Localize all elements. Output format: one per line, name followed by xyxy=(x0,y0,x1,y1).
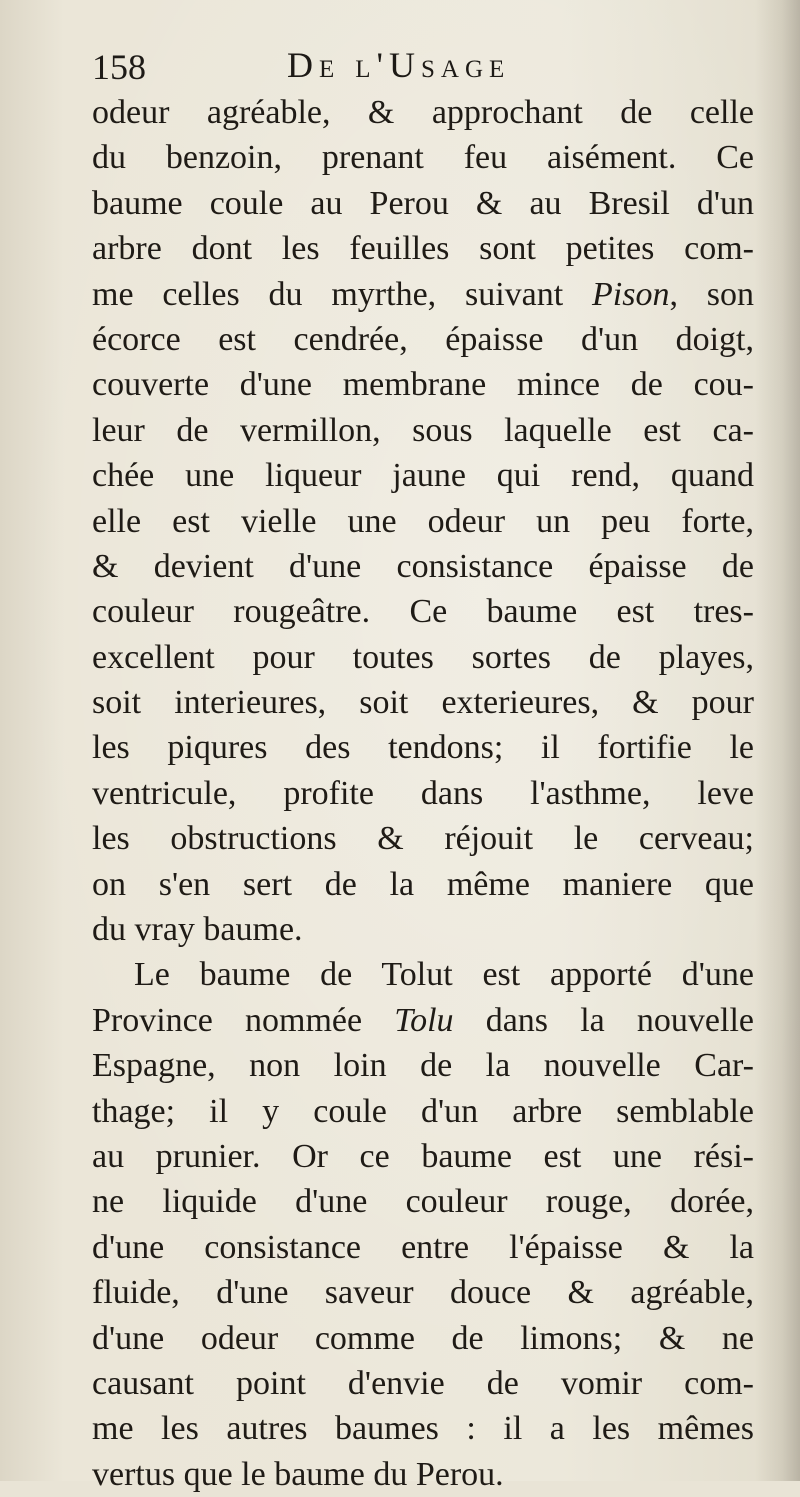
text-line: vertus que le baume du Perou. xyxy=(92,1455,504,1493)
text-line: ventricule, profite dans l'asthme, leve xyxy=(92,774,754,812)
text-line: les piqures des tendons; il fortifie le xyxy=(92,729,754,767)
text-line: Province nommée Tolu dans la nouvelle xyxy=(92,1001,754,1039)
text-line: les obstructions & réjouit le cerveau; xyxy=(92,820,754,858)
text-line: me les autres baumes : il a les mêmes xyxy=(92,1410,754,1448)
text-line: écorce est cendrée, épaisse d'un doigt, xyxy=(92,320,754,358)
text-line: elle est vielle une odeur un peu forte, xyxy=(92,502,754,540)
text-line: odeur agréable, & approchant de celle xyxy=(92,94,754,131)
page-gutter-shadow xyxy=(755,0,800,1481)
text-line: du benzoin, prenant feu aisément. Ce xyxy=(92,139,754,177)
text-line: fluide, d'une saveur douce & agréable, xyxy=(92,1274,754,1312)
text-line: d'une odeur comme de limons; & ne xyxy=(92,1319,754,1357)
paragraph-1 xyxy=(92,90,754,952)
text-line: causant point d'envie de vomir com- xyxy=(92,1364,754,1402)
text-line: thage; il y coule d'un arbre semblable xyxy=(92,1092,754,1130)
text-line: couleur rougeâtre. Ce baume est tres- xyxy=(92,593,754,631)
text-line: couverte d'une membrane mince de cou- xyxy=(92,366,754,404)
text-line: & devient d'une consistance épaisse de xyxy=(92,547,754,585)
page-number: 158 xyxy=(92,47,146,87)
text-line: Espagne, non loin de la nouvelle Car- xyxy=(92,1047,754,1085)
text-line: chée une liqueur jaune qui rend, quand xyxy=(92,457,754,495)
body-text xyxy=(92,90,754,1497)
text-line: soit interieures, soit exterieures, & pour xyxy=(92,684,754,722)
running-title: De l'Usage xyxy=(287,45,511,85)
text-line: du vray baume. xyxy=(92,911,303,949)
text-line: au prunier. Or ce baume est une rési- xyxy=(92,1137,754,1175)
page-header xyxy=(92,40,752,90)
italic-name: Pison xyxy=(592,275,670,313)
text-line: d'une consistance entre l'épaisse & la xyxy=(92,1228,754,1266)
text-line: leur de vermillon, sous laquelle est ca- xyxy=(92,411,754,449)
text-line: me celles du myrthe, suivant Pison, son xyxy=(92,275,754,313)
text-line: baume coule au Perou & au Bresil d'un xyxy=(92,184,754,222)
text-line: on s'en sert de la même maniere que xyxy=(92,865,754,903)
text-line: arbre dont les feuilles sont petites com- xyxy=(92,230,754,268)
text-line: excellent pour toutes sortes de playes, xyxy=(92,638,754,676)
text-line: Le baume de Tolut est apporté d'une xyxy=(134,956,754,994)
paragraph-2 xyxy=(92,952,754,1497)
italic-name: Tolu xyxy=(394,1001,454,1039)
text-line: ne liquide d'une couleur rouge, dorée, xyxy=(92,1183,754,1221)
